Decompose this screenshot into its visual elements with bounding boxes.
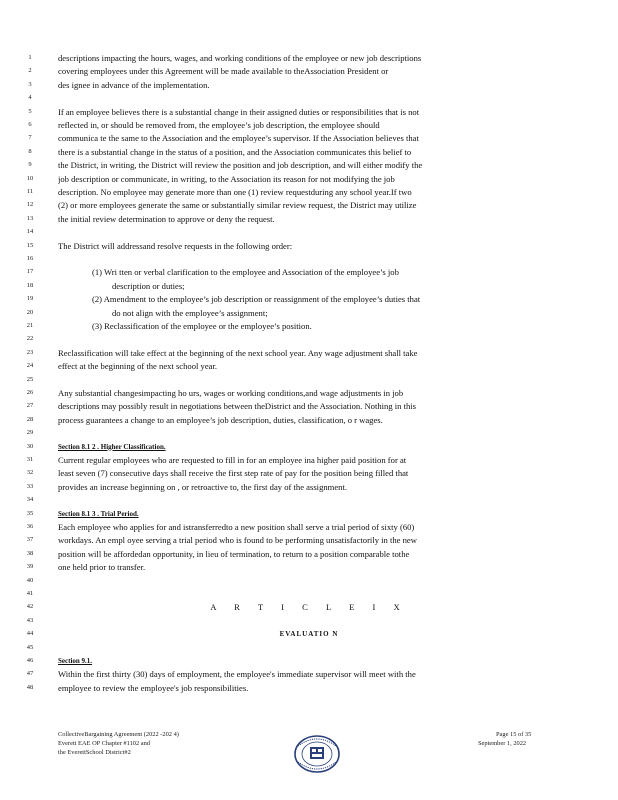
line-number: 17 [26,268,34,276]
document-line [0,159,618,171]
document-line [0,534,618,546]
line-text: description. No employee may generate more than one (1) review requestduring any school year.If two [58,187,412,197]
document-line [0,548,618,560]
line-number: 15 [26,241,34,249]
document-line [0,253,618,265]
document-line [0,146,618,158]
line-number: 26 [26,389,34,396]
line-text: there is a substantial change in the status of a position, and the Association communicates this belief to [58,146,412,157]
line-number: 13 [26,214,34,222]
footer-agreement-title: CollectiveBargaining Agreement (2022 -202 4) [58,731,179,738]
line-number: 9 [28,161,32,169]
line-number: 23 [26,348,34,356]
document-line [0,266,618,278]
document-line [0,682,618,694]
document-line [0,481,618,493]
line-text: des ignee in advance of the implementation. [58,79,210,90]
line-number: 39 [26,563,34,571]
line-number: 11 [26,188,34,195]
document-line [0,400,618,412]
document-line [0,668,618,680]
article-title: EVALUATIO N [279,630,339,639]
line-text: reflected in, or should be removed from, the employee’s job description, the employee should [58,120,380,130]
document-line [0,79,618,91]
line-text: description or duties; [112,280,185,291]
line-number: 20 [26,308,34,316]
line-number: 27 [26,402,34,410]
line-text: the District, in writing, the District will review the position and job description, and will either modify the [58,160,423,171]
line-number: 6 [28,121,32,128]
document-line [0,65,618,77]
article-heading: A R T I C L E I X [210,602,408,613]
footer-left [58,730,179,757]
line-text: workdays. An empl oyee serving a trial period who is found to be performing unsatisfactorily in the new [58,535,417,546]
line-text: provides an increase beginning on , or retroactive to, the first day of the assignment. [58,481,347,492]
union-seal-logo [292,734,342,774]
line-number: 30 [26,442,34,450]
document-line [0,575,618,587]
line-text: employee to review the employee's job responsibilities. [58,682,249,693]
line-text: Any substantial changesimpacting ho urs, wages or working conditions,and wage adjustments in job [58,388,404,398]
line-number: 21 [26,322,34,329]
line-number: 12 [26,201,34,209]
line-number: 36 [26,523,34,530]
document-line [0,199,618,211]
footer-chapter: Everett EAE OP Chapter #1102 and [58,740,150,747]
line-number: 48 [26,683,34,691]
line-text: (2) Amendment to the employee’s job description or reassignment of the employee’s duties that [92,294,421,305]
document-line [0,213,618,225]
line-number: 46 [26,657,34,664]
document-line [0,588,618,600]
document-line [0,642,618,654]
footer-date: September 1, 2022 [478,740,527,747]
document-line [0,494,618,506]
document-line [0,240,618,252]
document-line [0,226,618,238]
document-line [0,387,618,399]
document-line [0,320,618,332]
document-line [0,374,618,386]
line-text: process guarantees a change to an employee’s job description, duties, classification, o r wages. [58,414,383,425]
line-number: 5 [28,107,32,115]
line-number: 37 [26,536,34,544]
line-number: 28 [26,415,34,423]
line-text: (2) or more employees generate the same or substantially similar review request, the District may utilize [58,200,417,211]
section-heading: Section 8.1 2 . Higher Classification. [58,442,166,451]
line-text: do not align with the employee’s assignment; [112,307,268,318]
line-number: 29 [26,429,34,437]
line-number: 16 [26,255,34,262]
document-line [0,173,618,185]
line-text: communica te the same to the Association and the employee’s supervisor. If the Association believes that [58,133,419,144]
line-text: The District will addressand resolve requests in the following order: [58,240,293,251]
section-heading: Section 8.1 3 . Trial Period. [58,509,139,518]
document-line [0,628,618,640]
document-line [0,561,618,573]
line-text: descriptions impacting the hours, wages, and working conditions of the employee or new job descriptions [58,53,422,63]
footer-right [478,730,532,748]
line-text: least seven (7) consecutive days shall receive the first step rate of pay for the position being filled that [58,468,409,479]
document-line [0,655,618,667]
line-number: 43 [26,616,34,624]
line-number: 3 [28,80,32,88]
line-text: Current regular employees who are requested to fill in for an employee ina higher paid position for at [58,455,407,465]
line-text: (1) Wri tten or verbal clarification to the employee and Association of the employee’s job [92,267,399,278]
line-number: 34 [26,496,34,504]
line-text: effect at the beginning of the next school year. [58,361,218,372]
line-number: 40 [26,576,34,584]
document-line [0,508,618,520]
line-number: 22 [26,335,34,343]
line-number: 47 [26,670,34,678]
section-heading: Section 9.1. [58,657,93,665]
line-number: 7 [28,134,32,142]
line-number: 10 [26,174,34,182]
document-line [0,427,618,439]
document-line [0,132,618,144]
document-line [0,333,618,345]
document-line [0,186,618,198]
document-line [0,521,618,533]
line-number: 32 [26,469,34,477]
line-text: Reclassification will take effect at the beginning of the next school year. Any wage adjustment shall take [58,347,418,358]
document-line [0,441,618,453]
footer-district: the EverettSchool District#2 [58,749,131,756]
document-line [0,106,618,118]
document-line [0,280,618,292]
line-text: position will be affordedan opportunity, in lieu of termination, to return to a position comparable tothe [58,548,410,559]
line-number: 44 [26,630,34,638]
line-number: 18 [26,281,34,289]
line-number: 42 [26,603,34,611]
document-line [0,92,618,104]
line-text: If an employee believes there is a substantial change in their assigned duties or responsibilities that is not [58,106,420,117]
document-line [0,414,618,426]
line-text: Within the first thirty (30) days of employment, the employee's immediate supervisor will meet with the [58,669,416,680]
document-line [0,307,618,319]
document-line [0,601,618,613]
line-number: 33 [26,482,34,490]
document-line [0,119,618,131]
document-line [0,615,618,627]
line-number: 45 [26,643,34,651]
line-text: job description or communicate, in writing, to the Association its reason for not modifying the job [58,173,395,184]
line-number: 25 [26,375,34,383]
line-number: 1 [28,54,32,61]
line-text: one held prior to transfer. [58,562,146,573]
line-number: 38 [26,549,34,557]
line-number: 19 [26,295,34,303]
line-text: descriptions may possibly result in negotiations between theDistrict and the Association. Nothing in this [58,401,417,412]
line-number: 4 [28,94,32,102]
document-line [0,360,618,372]
line-text: (3) Reclassification of the employee or the employee’s position. [92,321,312,331]
document-line [0,52,618,64]
footer-page-number: Page 15 of 35 [496,731,532,738]
line-number: 24 [26,362,34,370]
document-line [0,293,618,305]
line-text: covering employees under this Agreement will be made available to theAssociation President or [58,66,389,77]
line-number: 31 [26,456,34,463]
document-line [0,347,618,359]
line-number: 2 [28,67,32,75]
line-text: Each employee who applies for and istransferredto a new position shall serve a trial period of sixty (60) [58,522,415,532]
line-number: 41 [26,590,34,597]
line-text: the initial review determination to approve or deny the request. [58,213,275,224]
document-line [0,454,618,466]
line-number: 8 [28,147,32,155]
document-line [0,467,618,479]
line-number: 14 [26,228,34,236]
line-number: 35 [26,509,34,517]
